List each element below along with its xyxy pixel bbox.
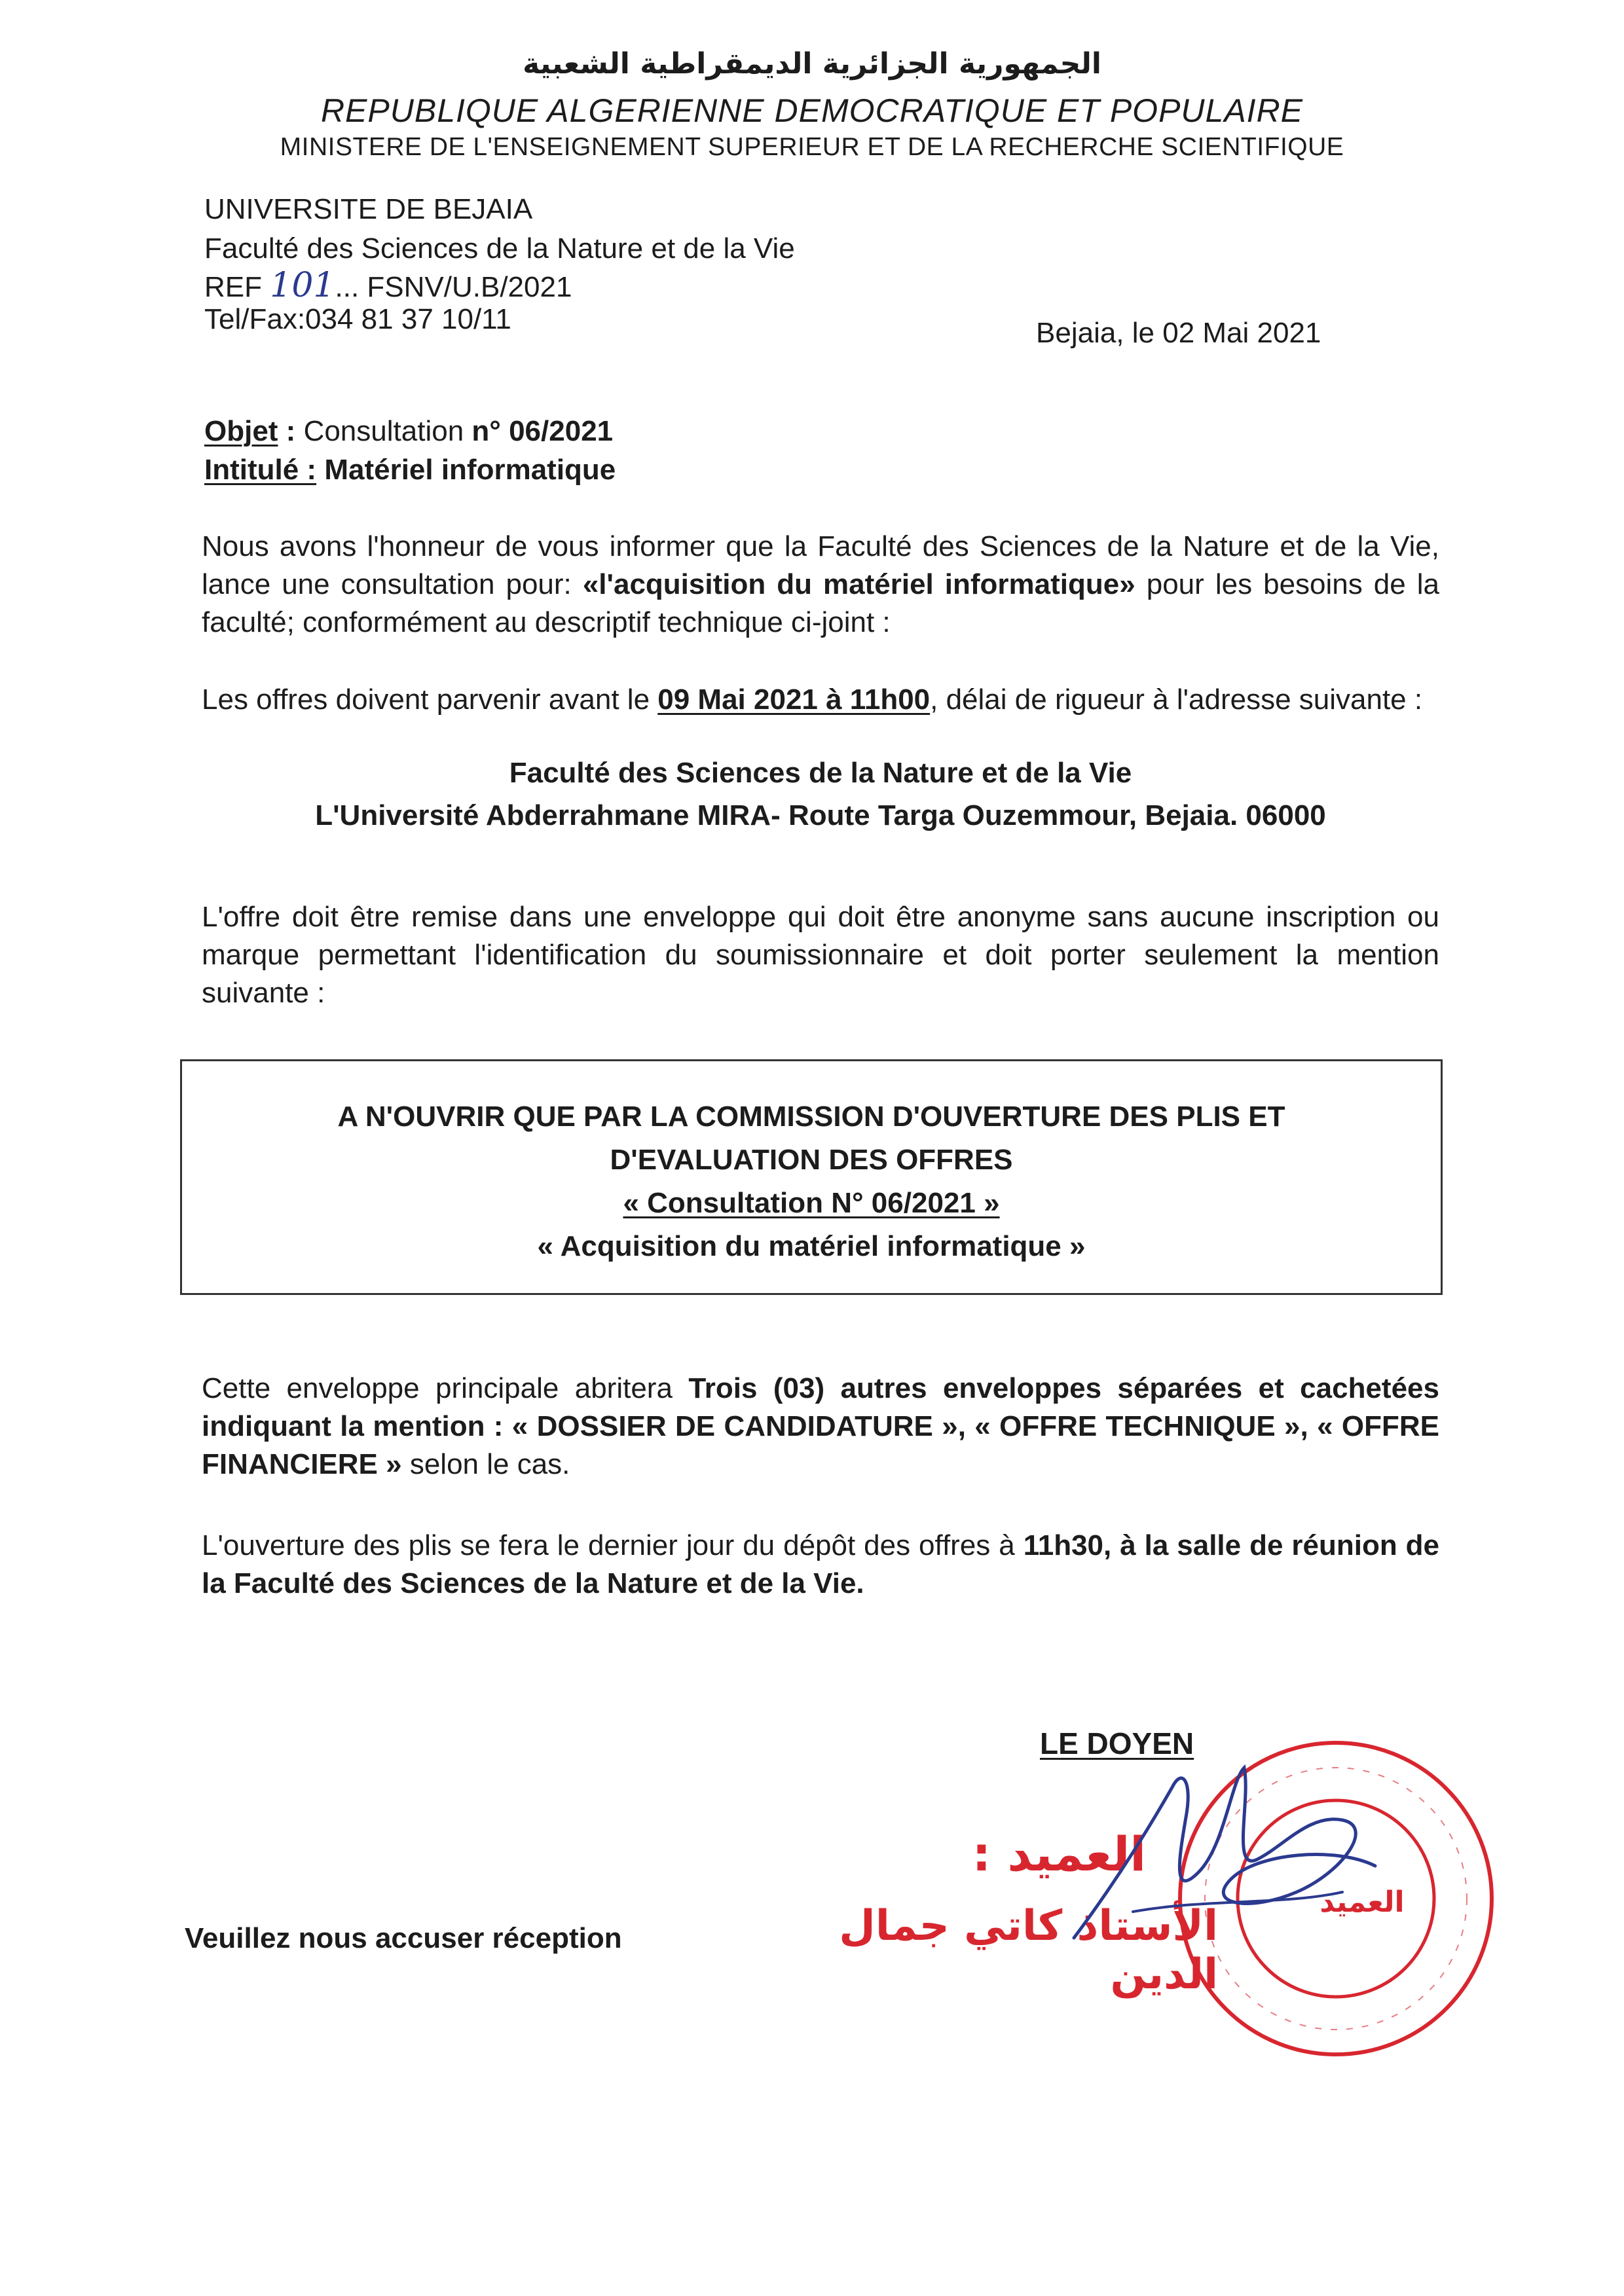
- address-line-1: Faculté des Sciences de la Nature et de la Vie: [509, 757, 1132, 789]
- opening-emphasis: 11h30, à la salle de réunion de la Faculté des Sciences de la Nature et de la Vie.: [202, 1529, 1440, 1600]
- intitule-text: Matériel informatique: [316, 454, 616, 486]
- notice-line-2: D'EVALUATION DES OFFRES: [610, 1144, 1013, 1176]
- paragraph-intro: [202, 528, 1439, 642]
- republic-title: REPUBLIQUE ALGERIENNE DEMOCRATIQUE ET POPULAIRE: [320, 92, 1304, 129]
- envelope-notice-box: [180, 1059, 1443, 1295]
- tel-fax: Tel/Fax:034 81 37 10/11: [204, 303, 511, 335]
- signature-stroke: [1074, 1768, 1375, 1938]
- handwritten-signature: [1035, 1741, 1401, 1958]
- address-line-2: L'Université Abderrahmane MIRA- Route Targa Ouzemmour, Bejaia. 06000: [315, 799, 1326, 832]
- closing-line: Veuillez nous accuser réception: [185, 1922, 622, 1954]
- inner-envelopes-tail: selon le cas.: [401, 1448, 570, 1481]
- ministry-title: MINISTERE DE L'ENSEIGNEMENT SUPERIEUR ET DE LA RECHERCHE SCIENTIFIQUE: [280, 133, 1344, 161]
- paragraph-envelope: L'offre doit être remise dans une enveloppe qui doit être anonyme sans aucune inscription ou marque permettant l'identification du soumissionnaire et doit porter seulement la mention suivante :: [202, 901, 1439, 1010]
- reference-suffix: ... FSNV/U.B/2021: [335, 271, 572, 303]
- notice-line-4: « Acquisition du matériel informatique »: [537, 1230, 1086, 1262]
- notice-line-3: « Consultation N° 06/2021 »: [623, 1187, 1000, 1219]
- date-line: Bejaia, le 02 Mai 2021: [1036, 317, 1321, 349]
- reference-prefix: REF: [204, 271, 270, 303]
- deadline-intro: Les offres doivent parvenir avant le: [202, 683, 658, 716]
- objet-line: [204, 415, 613, 448]
- objet-sep: :: [278, 415, 304, 447]
- deadline-date: 09 Mai 2021 à 11h00: [657, 683, 931, 716]
- intro-tail: pour les besoins de la faculté; conformément au descriptif technique ci-joint :: [202, 568, 1439, 639]
- intro-emphasis: «l'acquisition du matériel informatique»: [582, 568, 1135, 601]
- notice-line-1: A N'OUVRIR QUE PAR LA COMMISSION D'OUVERTURE DES PLIS ET: [337, 1101, 1285, 1133]
- intitule-label: Intitulé :: [204, 454, 317, 486]
- signature-underline: [1133, 1892, 1342, 1912]
- inner-envelopes-intro: Cette enveloppe principale abritera: [202, 1372, 689, 1404]
- faculty-name: Faculté des Sciences de la Nature et de la Vie: [204, 232, 795, 264]
- signatory-title: LE DOYEN: [1040, 1726, 1194, 1760]
- delivery-address: [202, 752, 1439, 837]
- paragraph-deadline: [202, 681, 1439, 719]
- paragraph-opening: [202, 1527, 1439, 1603]
- opening-intro: L'ouverture des plis se fera le dernier jour du dépôt des offres à: [202, 1529, 1024, 1561]
- intitule-line: [204, 454, 616, 486]
- objet-label: Objet: [204, 415, 278, 447]
- arabic-dean-name: الأستاذ كاتي جمال الدين: [839, 1902, 1218, 1999]
- reference-number: 101: [270, 266, 335, 305]
- intro-text: Nous avons l'honneur de vous informer que la Faculté des Sciences de la Nature et de la Vie, lance une consultation pour:: [202, 530, 1439, 601]
- objet-text: Consultation: [303, 415, 472, 447]
- arabic-dean-title: العميد :: [972, 1827, 1146, 1882]
- inner-envelopes-emphasis: Trois (03) autres enveloppes séparées et cachetées indiquant la mention : « DOSSIER DE CANDIDATURE », « OFFRE TECHNIQUE », « OFFRE FINANCIERE »: [202, 1372, 1439, 1481]
- reference-line: [204, 266, 572, 305]
- university-name: UNIVERSITE DE BEJAIA: [204, 193, 533, 225]
- arabic-republic-title: الجمهورية الجزائرية الديمقراطية الشعبية: [523, 47, 1101, 81]
- paragraph-inner-envelopes: [202, 1370, 1439, 1484]
- stamp-center-label: العميد: [1320, 1886, 1405, 1919]
- objet-number: n° 06/2021: [471, 415, 614, 447]
- deadline-tail: , délai de rigueur à l'adresse suivante :: [930, 683, 1423, 716]
